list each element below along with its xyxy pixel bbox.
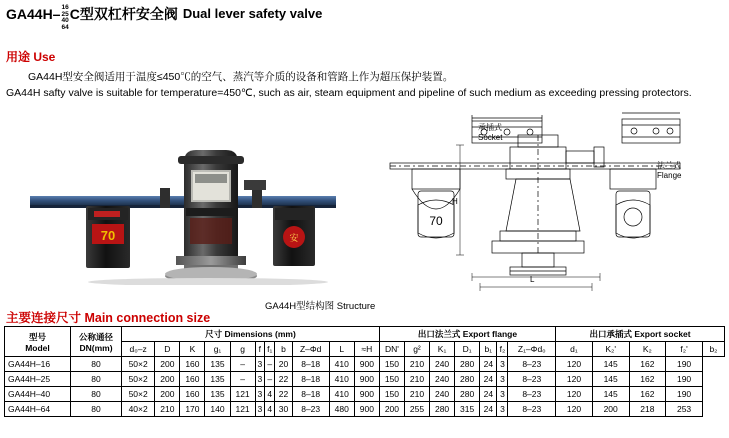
col-D1: D₁	[455, 342, 480, 357]
title-size-stack	[61, 4, 68, 31]
label-flange-cn: 法兰式	[657, 161, 681, 170]
header-model-cn: 型号	[28, 331, 46, 342]
cell-f: 3	[255, 402, 264, 417]
cell-K: 160	[180, 372, 205, 387]
col-f2p: f₂'	[666, 342, 703, 357]
label-socket-cn: 承插式	[478, 123, 502, 132]
col-K2p: K₂'	[592, 342, 629, 357]
use-paragraph-en: GA44H safty valve is suitable for temperature=450℃, such as air, steam equipment and pipeline of such medium as exceeding pressing protectors.	[6, 87, 692, 99]
size-40: 40	[61, 17, 69, 24]
title-english: Dual lever safety valve	[182, 6, 323, 21]
cell-model: GA44H–64	[5, 402, 71, 417]
header-dn	[71, 327, 122, 357]
cell-z1phid0: 8–23	[508, 387, 556, 402]
cell-g: –	[230, 357, 255, 372]
use-paragraph-cn: GA44H型安全阀适用于温度≤450℃的空气、蒸汽等介质的设备和管路上作为超压保护装置。	[28, 71, 454, 83]
cell-model: GA44H–16	[5, 357, 71, 372]
size-25: 25	[61, 10, 69, 18]
cell-g: –	[230, 372, 255, 387]
cell-K2p: 200	[592, 402, 629, 417]
cell-z1phid0: 8–23	[508, 372, 556, 387]
cell-K2: 218	[629, 402, 666, 417]
cell-K2: 162	[629, 357, 666, 372]
col-g: g	[230, 342, 255, 357]
cell-d1: 120	[556, 387, 593, 402]
label-flange-en: Flange	[657, 171, 682, 180]
cell-zphid: 8–23	[292, 402, 329, 417]
cell-d0z: 40×2	[122, 402, 155, 417]
col-K2: K₂	[629, 342, 666, 357]
cell-f2: 3	[497, 372, 508, 387]
cell-H: 900	[354, 357, 379, 372]
cell-D: 210	[155, 402, 180, 417]
cell-f2p: 253	[666, 402, 703, 417]
section-heading-size: 主要连接尺寸 Main connection size	[6, 311, 211, 325]
col-H: ≈H	[354, 342, 379, 357]
cell-dn: 80	[71, 387, 122, 402]
header-export-socket	[556, 327, 725, 342]
table-row	[5, 372, 725, 387]
cell-g2: 210	[404, 357, 429, 372]
cell-d1: 120	[556, 357, 593, 372]
cell-zphid: 8–18	[292, 387, 329, 402]
cell-DNp: 150	[379, 387, 404, 402]
size-16: 16	[61, 4, 69, 11]
cell-f2: 3	[497, 387, 508, 402]
header-export-socket-en: Export socket	[634, 329, 691, 339]
cell-g1: 140	[205, 402, 230, 417]
header-export-flange	[379, 327, 555, 342]
size-64: 64	[61, 23, 69, 31]
cell-f2: 3	[497, 402, 508, 417]
cell-f1: 4	[265, 387, 275, 402]
cell-f2p: 190	[666, 372, 703, 387]
cell-D: 200	[155, 357, 180, 372]
cell-D: 200	[155, 387, 180, 402]
cell-d0z: 50×2	[122, 387, 155, 402]
cell-b: 30	[275, 402, 292, 417]
col-b: b	[275, 342, 292, 357]
table-row	[5, 387, 725, 402]
cell-H: 900	[354, 372, 379, 387]
cell-K2: 162	[629, 387, 666, 402]
cell-d1: 120	[556, 372, 593, 387]
cell-g2: 255	[404, 402, 429, 417]
cell-g: 121	[230, 387, 255, 402]
svg-text:安: 安	[289, 233, 299, 243]
title-model-suffix: C型双杠杆安全阀	[69, 6, 178, 22]
header-dn-cn: 公称通径	[78, 331, 113, 342]
cell-f1: 4	[265, 402, 275, 417]
table-header-row-1	[5, 327, 725, 342]
cell-z1phid0: 8–23	[508, 357, 556, 372]
cell-b: 22	[275, 372, 292, 387]
cell-dn: 80	[71, 372, 122, 387]
cell-zphid: 8–18	[292, 357, 329, 372]
col-D: D	[155, 342, 180, 357]
col-DNp: DN'	[379, 342, 404, 357]
cell-f1: –	[265, 357, 275, 372]
cell-K1: 240	[430, 357, 455, 372]
product-photo	[8, 110, 353, 285]
col-d1: d₁	[556, 342, 593, 357]
header-export-flange-en: Export flange	[462, 329, 518, 339]
header-dn-en: DN(mm)	[79, 342, 113, 353]
cell-model: GA44H–25	[5, 372, 71, 387]
cell-dn: 80	[71, 357, 122, 372]
cell-f: 3	[255, 372, 264, 387]
col-zphid: Z–Φd	[292, 342, 329, 357]
table-row	[5, 357, 725, 372]
cell-K2: 162	[629, 372, 666, 387]
cell-DNp: 150	[379, 372, 404, 387]
col-g1: g₁	[205, 342, 230, 357]
cell-L: 410	[329, 372, 354, 387]
col-f2: f₂	[497, 342, 508, 357]
cell-dn: 80	[71, 402, 122, 417]
cell-f1: –	[265, 372, 275, 387]
cell-K2p: 145	[592, 372, 629, 387]
cell-K1: 240	[430, 372, 455, 387]
label-dim-h: H	[452, 197, 458, 206]
cell-b1: 24	[480, 372, 497, 387]
header-export-flange-cn: 出口法兰式	[417, 329, 461, 339]
cell-d1: 120	[556, 402, 593, 417]
cell-K1: 240	[430, 387, 455, 402]
cell-f2: 3	[497, 357, 508, 372]
col-b1: b₁	[480, 342, 497, 357]
cell-b1: 24	[480, 387, 497, 402]
cell-d0z: 50×2	[122, 372, 155, 387]
cell-model: GA44H–40	[5, 387, 71, 402]
header-export-socket-cn: 出口承插式	[589, 329, 633, 339]
svg-text:70: 70	[100, 228, 116, 243]
cell-K: 160	[180, 357, 205, 372]
cell-g1: 135	[205, 372, 230, 387]
cell-K2p: 145	[592, 387, 629, 402]
cell-g1: 135	[205, 387, 230, 402]
cell-DNp: 200	[379, 402, 404, 417]
cell-DNp: 150	[379, 357, 404, 372]
label-dim-l: L	[530, 275, 535, 284]
cell-K: 170	[180, 402, 205, 417]
cell-D1: 315	[455, 402, 480, 417]
cell-f: 3	[255, 387, 264, 402]
structure-drawing	[360, 105, 725, 295]
cell-b: 20	[275, 357, 292, 372]
col-f1: f₁	[265, 342, 275, 357]
cell-f: 3	[255, 357, 264, 372]
title-model-prefix: GA44H–	[6, 6, 61, 22]
col-K: K	[180, 342, 205, 357]
col-d0z: d₀–z	[122, 342, 155, 357]
col-L: L	[329, 342, 354, 357]
cell-g1: 135	[205, 357, 230, 372]
spec-table	[4, 326, 725, 417]
cell-z1phid0: 8–23	[508, 402, 556, 417]
cell-D1: 280	[455, 387, 480, 402]
col-b2: b₂	[702, 342, 724, 357]
cell-f2p: 190	[666, 387, 703, 402]
header-dimensions: 尺寸 Dimensions (mm)	[122, 327, 380, 342]
cell-b1: 24	[480, 357, 497, 372]
cell-d0z: 50×2	[122, 357, 155, 372]
cell-L: 410	[329, 357, 354, 372]
cell-b: 22	[275, 387, 292, 402]
header-model-en: Model	[25, 342, 50, 353]
page-title	[6, 4, 322, 31]
cell-zphid: 8–18	[292, 372, 329, 387]
cell-g2: 210	[404, 372, 429, 387]
col-K1: K₁	[430, 342, 455, 357]
svg-text:70: 70	[429, 214, 443, 228]
section-heading-use: 用途 Use	[6, 50, 56, 64]
cell-g: 121	[230, 402, 255, 417]
cell-b1: 24	[480, 402, 497, 417]
label-socket-en: Socket	[478, 133, 503, 142]
header-model	[5, 327, 71, 357]
cell-H: 900	[354, 387, 379, 402]
cell-H: 900	[354, 402, 379, 417]
cell-K2p: 145	[592, 357, 629, 372]
cell-f2p: 190	[666, 357, 703, 372]
col-g2: g²	[404, 342, 429, 357]
cell-L: 480	[329, 402, 354, 417]
cell-K: 160	[180, 387, 205, 402]
cell-D1: 280	[455, 357, 480, 372]
cell-D1: 280	[455, 372, 480, 387]
cell-g2: 210	[404, 387, 429, 402]
cell-K1: 280	[430, 402, 455, 417]
cell-D: 200	[155, 372, 180, 387]
cell-L: 410	[329, 387, 354, 402]
photo-caption: GA44H型结构图 Structure	[265, 301, 376, 312]
col-z1phid0: Z₁–Φd₀	[508, 342, 556, 357]
col-f: f	[255, 342, 264, 357]
table-row	[5, 402, 725, 417]
